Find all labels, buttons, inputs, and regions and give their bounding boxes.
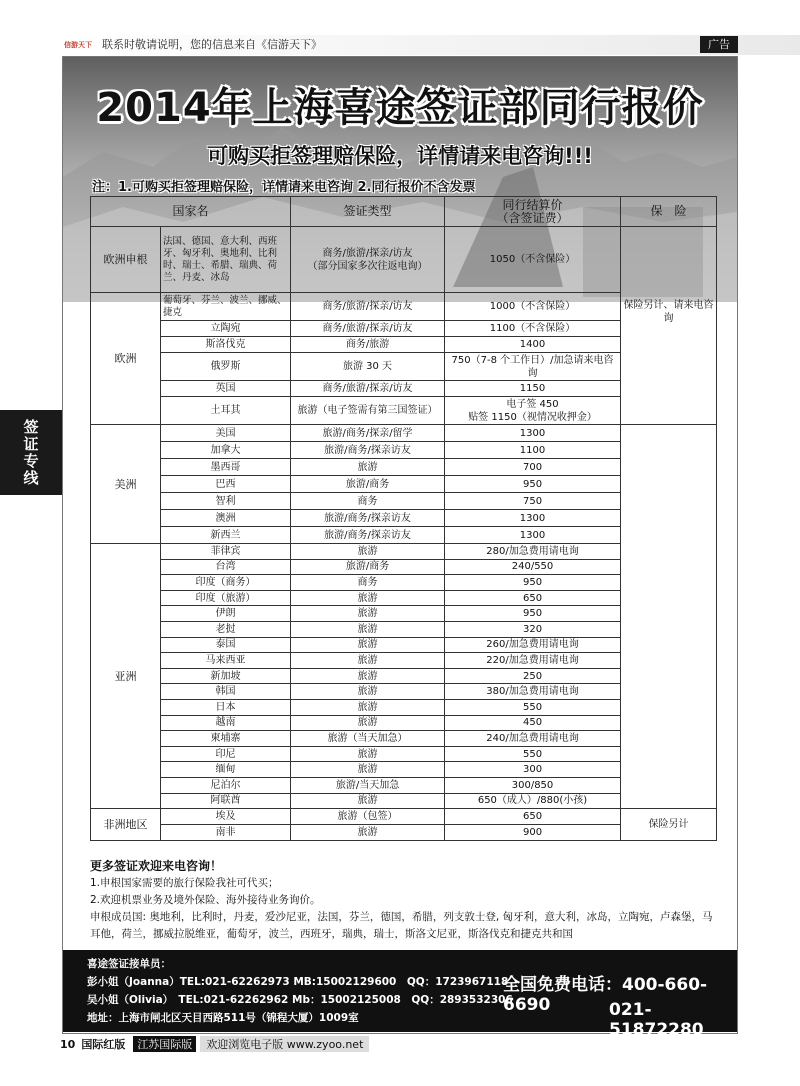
web-link[interactable]: 欢迎浏览电子版 www.zyoo.net	[200, 1036, 369, 1052]
page-number: 10	[60, 1037, 76, 1051]
contact-person-1: 彭小姐（Joanna）TEL:021-62262973 MB:15002129600 QQ：1723967118	[87, 976, 509, 988]
hotline-label: 全国免费电话：	[503, 975, 622, 995]
price-cell: 650	[445, 809, 621, 825]
type-cell: 商务/旅游/探亲/访友	[291, 321, 445, 337]
country-cell: 美国	[161, 425, 291, 442]
type-cell: 旅游	[291, 825, 445, 841]
price-cell: 电子签 450 贴签 1150（视情况收押金）	[445, 397, 621, 425]
type-cell: 商务/旅游/探亲/访友	[291, 293, 445, 321]
price-cell: 950	[445, 606, 621, 622]
type-cell: 旅游	[291, 762, 445, 778]
hotline-number: 400-660-6690	[503, 975, 708, 1015]
country-cell: 伊朗	[161, 606, 291, 622]
country-cell: 阿联酋	[161, 793, 291, 809]
country-cell: 印尼	[161, 746, 291, 762]
country-cell: 土耳其	[161, 397, 291, 425]
source-note: 联系时敬请说明，您的信息来自《信游天下》	[102, 38, 322, 51]
price-cell: 750	[445, 493, 621, 510]
more-line-2: 2.欢迎机票业务及境外保险、海外接待业务询价。	[90, 894, 321, 906]
price-cell: 300	[445, 762, 621, 778]
type-cell: 商务/旅游/探亲/访友	[291, 381, 445, 397]
type-cell: 旅游/商务	[291, 559, 445, 575]
country-cell: 葡萄牙、芬兰、波兰、挪威、捷克	[161, 293, 291, 321]
country-cell: 柬埔寨	[161, 731, 291, 747]
type-cell: 旅游 30 天	[291, 353, 445, 381]
price-cell: 1050（不含保险）	[445, 227, 621, 293]
country-cell: 马来西亚	[161, 653, 291, 669]
more-heading: 更多签证欢迎来电咨询！	[90, 859, 223, 873]
page-footer	[60, 1036, 400, 1052]
price-cell: 260/加急费用请电询	[445, 637, 621, 653]
side-tab	[0, 410, 62, 495]
type-cell: 商务	[291, 575, 445, 591]
country-cell: 智利	[161, 493, 291, 510]
header-insurance: 保 险	[621, 197, 717, 227]
country-cell: 斯洛伐克	[161, 337, 291, 353]
insurance-cell: 保险另计	[621, 809, 717, 841]
country-cell: 巴西	[161, 476, 291, 493]
type-cell: 旅游	[291, 459, 445, 476]
type-cell: 旅游	[291, 793, 445, 809]
type-cell: 旅游	[291, 684, 445, 700]
price-cell: 650（成人）/880(小孩)	[445, 793, 621, 809]
notes-line: 注：1.可购买拒签理赔保险，详情请来电咨询 2.同行报价不含发票	[92, 180, 476, 195]
price-cell: 650	[445, 590, 621, 606]
type-cell: 旅游	[291, 699, 445, 715]
ad-tag: 广告	[700, 36, 738, 53]
price-cell: 750（7-8 个工作日）/加急请来电咨询	[445, 353, 621, 381]
type-cell: 旅游（当天加急）	[291, 731, 445, 747]
type-cell: 旅游/商务	[291, 476, 445, 493]
price-cell: 1100（不含保险）	[445, 321, 621, 337]
top-bar	[62, 35, 800, 55]
price-cell: 1300	[445, 425, 621, 442]
type-cell: 旅游	[291, 746, 445, 762]
header-type: 签证类型	[291, 197, 445, 227]
price-cell: 240/加急费用请电询	[445, 731, 621, 747]
country-cell: 泰国	[161, 637, 291, 653]
price-cell: 320	[445, 621, 621, 637]
country-cell: 印度（商务）	[161, 575, 291, 591]
type-cell: 旅游	[291, 544, 445, 560]
type-cell: 旅游	[291, 637, 445, 653]
type-cell: 旅游（包签）	[291, 809, 445, 825]
type-cell: 旅游/商务/探亲访友	[291, 510, 445, 527]
country-cell: 南非	[161, 825, 291, 841]
country-cell: 老挝	[161, 621, 291, 637]
header-price: 同行结算价 （含签证费）	[445, 197, 621, 227]
price-table	[90, 196, 717, 841]
country-cell: 新西兰	[161, 527, 291, 544]
price-cell: 950	[445, 476, 621, 493]
type-cell: 旅游	[291, 590, 445, 606]
more-line-1: 1.申根国家需要的旅行保险我社可代买；	[90, 877, 279, 889]
type-cell: 商务/旅游/探亲/访友 （部分国家多次往返电询）	[291, 227, 445, 293]
country-cell: 菲律宾	[161, 544, 291, 560]
country-cell: 越南	[161, 715, 291, 731]
country-cell: 埃及	[161, 809, 291, 825]
type-cell: 商务/旅游	[291, 337, 445, 353]
type-cell: 旅游/商务/探亲访友	[291, 527, 445, 544]
type-cell: 旅游	[291, 653, 445, 669]
schengen-members: 申根成员国: 奥地利，比利时，丹麦，爱沙尼亚，法国，芬兰，德国，希腊，列支敦士登, 匈牙利，意大利，冰岛，立陶宛，卢森堡，马耳他，荷兰，挪威拉脱维亚，葡萄牙，波兰，西班牙，瑞典，瑞士，斯洛文尼亚，斯洛伐克和捷克共和国	[90, 911, 713, 940]
price-cell: 700	[445, 459, 621, 476]
type-cell: 旅游	[291, 668, 445, 684]
table-row	[91, 227, 717, 293]
price-cell: 1100	[445, 442, 621, 459]
price-cell: 250	[445, 668, 621, 684]
type-cell: 旅游	[291, 606, 445, 622]
region-cell: 非洲地区	[91, 809, 161, 841]
country-cell: 澳洲	[161, 510, 291, 527]
type-cell: 商务	[291, 493, 445, 510]
country-cell: 俄罗斯	[161, 353, 291, 381]
table-row	[91, 425, 717, 442]
type-cell: 旅游/商务/探亲访友	[291, 442, 445, 459]
side-tab-label: 签证专线	[21, 418, 40, 487]
country-cell: 新加坡	[161, 668, 291, 684]
country-cell: 墨西哥	[161, 459, 291, 476]
region-cell: 欧洲申根	[91, 227, 161, 293]
price-cell: 1300	[445, 527, 621, 544]
table-row	[91, 809, 717, 825]
price-cell: 900	[445, 825, 621, 841]
phone-number: 021-51872280	[609, 1000, 704, 1040]
region-cell: 美洲	[91, 425, 161, 544]
price-cell: 1400	[445, 337, 621, 353]
price-cell: 1150	[445, 381, 621, 397]
price-cell: 280/加急费用请电询	[445, 544, 621, 560]
type-cell: 旅游（电子签需有第三国签证）	[291, 397, 445, 425]
page-title: 2014年上海喜途签证部同行报价	[96, 85, 704, 131]
page-subtitle: 可购买拒签理赔保险，详情请来电咨询!!!	[207, 144, 593, 168]
price-cell: 1300	[445, 510, 621, 527]
country-cell: 立陶宛	[161, 321, 291, 337]
price-cell: 450	[445, 715, 621, 731]
country-cell: 日本	[161, 699, 291, 715]
edition-label: 江苏国际版	[133, 1036, 196, 1052]
country-cell: 英国	[161, 381, 291, 397]
contact-label: 喜途签证接单员：	[87, 958, 171, 970]
header-country: 国家名	[91, 197, 291, 227]
price-cell: 220/加急费用请电询	[445, 653, 621, 669]
insurance-cell-empty	[621, 425, 717, 809]
price-cell: 380/加急费用请电询	[445, 684, 621, 700]
type-cell: 旅游/商务/探亲/留学	[291, 425, 445, 442]
contact-box	[63, 950, 737, 1040]
magazine-name: 国际红版	[81, 1038, 126, 1051]
price-cell: 300/850	[445, 777, 621, 793]
region-cell: 亚洲	[91, 544, 161, 809]
table-header-row	[91, 197, 717, 227]
country-cell: 加拿大	[161, 442, 291, 459]
logo: 信游天下	[64, 41, 92, 49]
price-cell: 240/550	[445, 559, 621, 575]
contact-address: 地址：上海市闸北区天目西路511号（锦程大厦）1009室	[87, 1012, 359, 1024]
price-cell: 1000（不含保险）	[445, 293, 621, 321]
price-cell: 950	[445, 575, 621, 591]
contact-person-2: 吴小姐（Olivia） TEL:021-62262962 Mb：15002125008 QQ：2893532306	[87, 994, 513, 1006]
country-cell: 缅甸	[161, 762, 291, 778]
price-cell: 550	[445, 746, 621, 762]
type-cell: 旅游	[291, 715, 445, 731]
country-cell: 法国、德国、意大利、西班牙、匈牙利、奥地利、比利时、瑞士、希腊、瑞典、荷兰、丹麦、冰岛	[161, 227, 291, 293]
country-cell: 韩国	[161, 684, 291, 700]
type-cell: 旅游/当天加急	[291, 777, 445, 793]
more-info	[90, 858, 720, 943]
country-cell: 印度（旅游）	[161, 590, 291, 606]
type-cell: 旅游	[291, 621, 445, 637]
country-cell: 尼泊尔	[161, 777, 291, 793]
region-cell: 欧洲	[91, 293, 161, 425]
price-cell: 550	[445, 699, 621, 715]
country-cell: 台湾	[161, 559, 291, 575]
insurance-cell: 保险另计、请来电咨询	[621, 227, 717, 425]
